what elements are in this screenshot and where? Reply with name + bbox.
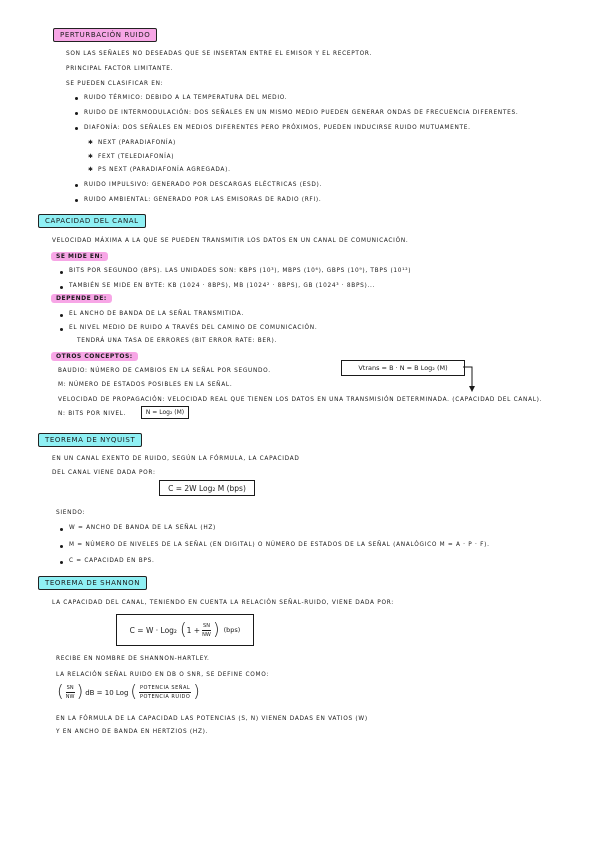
formula-one: 1 + (186, 625, 201, 635)
sub-list-item: PS NEXT (PARADIAFONÍA AGREGADA). (98, 167, 231, 173)
tag-se-mide-en: SE MIDE EN: (51, 252, 108, 261)
list-item: M = NÚMERO DE NIVELES DE LA SEÑAL (EN DIGITAL) O NÚMERO DE ESTADOS DE LA SEÑAL (ANALÓGICO M = A · P · F). (69, 542, 490, 548)
text-line: Y EN ANCHO DE BANDA EN HERTZIOS (HZ). (56, 729, 209, 735)
fraction-denominator: NW (65, 694, 75, 700)
heading-teorema-shannon: TEOREMA DE SHANNON (38, 576, 147, 590)
formula-prefix: C = W · Log₂ (129, 625, 177, 635)
paren-close: ) (193, 682, 200, 702)
formula-n-box: N = Log₂ (M) (141, 406, 189, 419)
text-recibe: RECIBE EN NOMBRE DE SHANNON-HARTLEY. (56, 656, 210, 662)
tag-otros-conceptos: OTROS CONCEPTOS: (51, 352, 138, 361)
text-intro: SON LAS SEÑALES NO DESEADAS QUE SE INSERTAN ENTRE EL EMISOR Y EL RECEPTOR. (66, 51, 372, 57)
text-relacion: LA RELACIÓN SEÑAL RUIDO EN DB O SNR, SE DEFINE COMO: (56, 672, 270, 678)
fraction-potencia (139, 684, 191, 701)
list-item: C = CAPACIDAD EN BPS. (69, 558, 155, 564)
fraction-numerator: SN (203, 622, 210, 629)
text-concept-baudio: BAUDIO: NÚMERO DE CAMBIOS EN LA SEÑAL POR SEGUNDO. (58, 368, 271, 374)
list-item: EL ANCHO DE BANDA DE LA SEÑAL TRANSMITIDA. (69, 311, 244, 317)
fraction-numerator: SN (66, 685, 74, 691)
bullet (60, 328, 63, 331)
heading-capacidad-canal: CAPACIDAD DEL CANAL (38, 214, 146, 228)
text-note: TENDRÁ UNA TASA DE ERRORES (BIT ERROR RATE: BER). (77, 338, 277, 344)
text-line: EN UN CANAL EXENTO DE RUIDO, SEGÚN LA FÓRMULA, LA CAPACIDAD (52, 456, 300, 462)
text-concept-m: M: NÚMERO DE ESTADOS POSIBLES EN LA SEÑAL. (58, 382, 233, 388)
formula-snr (57, 684, 200, 701)
bullet (60, 528, 63, 531)
bullet (60, 286, 63, 289)
star-icon: ✱ (88, 140, 94, 146)
text-intro: SE PUEDEN CLASIFICAR EN: (66, 81, 164, 87)
bullet (60, 561, 63, 564)
bullet (60, 545, 63, 548)
paren-open: ( (130, 682, 138, 702)
star-icon: ✱ (88, 154, 94, 160)
list-item: BITS POR SEGUNDO (BPS). LAS UNIDADES SON: KBPS (10³), MBPS (10⁶), GBPS (10⁹), TBPS (10¹²) (69, 268, 412, 274)
list-item: RUIDO AMBIENTAL: GENERADO POR LAS EMISORAS DE RADIO (RFI). (84, 197, 322, 203)
paren-close: ) (76, 682, 84, 702)
bullet (75, 112, 78, 115)
bullet (75, 199, 78, 202)
sub-list-item: NEXT (PARADIAFONÍA) (98, 140, 176, 146)
bullet (75, 97, 78, 100)
sub-list-item: FEXT (TELEDIAFONÍA) (98, 154, 175, 160)
list-item: DIAFONÍA: DOS SEÑALES EN MEDIOS DIFERENTES PERO PRÓXIMOS, PUEDEN INDUCIRSE RUIDO MUTUAMENTE. (84, 125, 471, 131)
formula-db-log: dB = 10 Log (85, 688, 129, 697)
formula-unit: (bps) (223, 626, 241, 634)
text-definition: VELOCIDAD MÁXIMA A LA QUE SE PUEDEN TRANSMITIR LOS DATOS EN UN CANAL DE COMUNICACIÓN. (52, 238, 409, 244)
paren-close: ) (212, 619, 220, 640)
bullet (75, 184, 78, 187)
bullet (75, 127, 78, 130)
fraction-numerator: POTENCIA SEÑAL (140, 685, 191, 691)
text-concept-n: N: BITS POR NIVEL. (58, 411, 127, 417)
formula-nyquist-box: C = 2W Log₂ M (bps) (159, 480, 255, 496)
formula-shannon-box (116, 614, 254, 646)
paren-open: ( (57, 682, 64, 702)
list-item: RUIDO TÉRMICO: DEBIDO A LA TEMPERATURA DEL MEDIO. (84, 95, 288, 101)
text-line: LA CAPACIDAD DEL CANAL, TENIENDO EN CUENTA LA RELACIÓN SEÑAL-RUIDO, VIENE DADA POR: (52, 600, 394, 606)
fraction-denominator: POTENCIA RUIDO (139, 694, 191, 700)
text-intro: PRINCIPAL FACTOR LIMITANTE. (66, 66, 174, 72)
fraction-sn-nw (66, 684, 75, 701)
bullet (60, 271, 63, 274)
list-item: TAMBIÉN SE MIDE EN BYTE: KB (1024 · 8BPS), MB (1024² · 8BPS), GB (1024³ · 8BPS)... (69, 283, 376, 289)
paren-open: ( (179, 619, 187, 640)
fraction-sn-nw (202, 622, 211, 639)
bullet (60, 314, 63, 317)
star-icon: ✱ (88, 167, 94, 173)
list-item: RUIDO IMPULSIVO: GENERADO POR DESCARGAS ELÉCTRICAS (ESD). (84, 182, 323, 188)
list-item: W = ANCHO DE BANDA DE LA SEÑAL (HZ) (69, 525, 217, 531)
formula-vtrans-box: Vtrans = B · N = B Log₂ (M) (341, 360, 465, 376)
text-line: EN LA FÓRMULA DE LA CAPACIDAD LAS POTENCIAS (S, N) VIENEN DADAS EN VATIOS (W) (56, 716, 368, 722)
list-item: EL NIVEL MEDIO DE RUIDO A TRAVÉS DEL CAMINO DE COMUNICACIÓN. (69, 325, 318, 331)
arrow-icon (455, 366, 481, 394)
text-line: DEL CANAL VIENE DADA POR: (52, 470, 156, 476)
heading-teorema-nyquist: TEOREMA DE NYQUIST (38, 433, 142, 447)
heading-perturbacion-ruido: PERTURBACIÓN RUIDO (53, 28, 157, 42)
text-concept-velocidad: VELOCIDAD DE PROPAGACIÓN: VELOCIDAD REAL QUE TIENEN LOS DATOS EN UNA TRANSMISIÓN DETERMINADA. (CAPACIDAD DEL CANAL). (58, 397, 543, 403)
fraction-denominator: NW (202, 631, 211, 638)
list-item: RUIDO DE INTERMODULACIÓN: DOS SEÑALES EN UN MISMO MEDIO PUEDEN GENERAR ONDAS DE FRECUENCIA DIFERENTES. (84, 110, 519, 116)
text-siendo: SIENDO: (56, 510, 86, 516)
tag-depende-de: DEPENDE DE: (51, 294, 112, 303)
